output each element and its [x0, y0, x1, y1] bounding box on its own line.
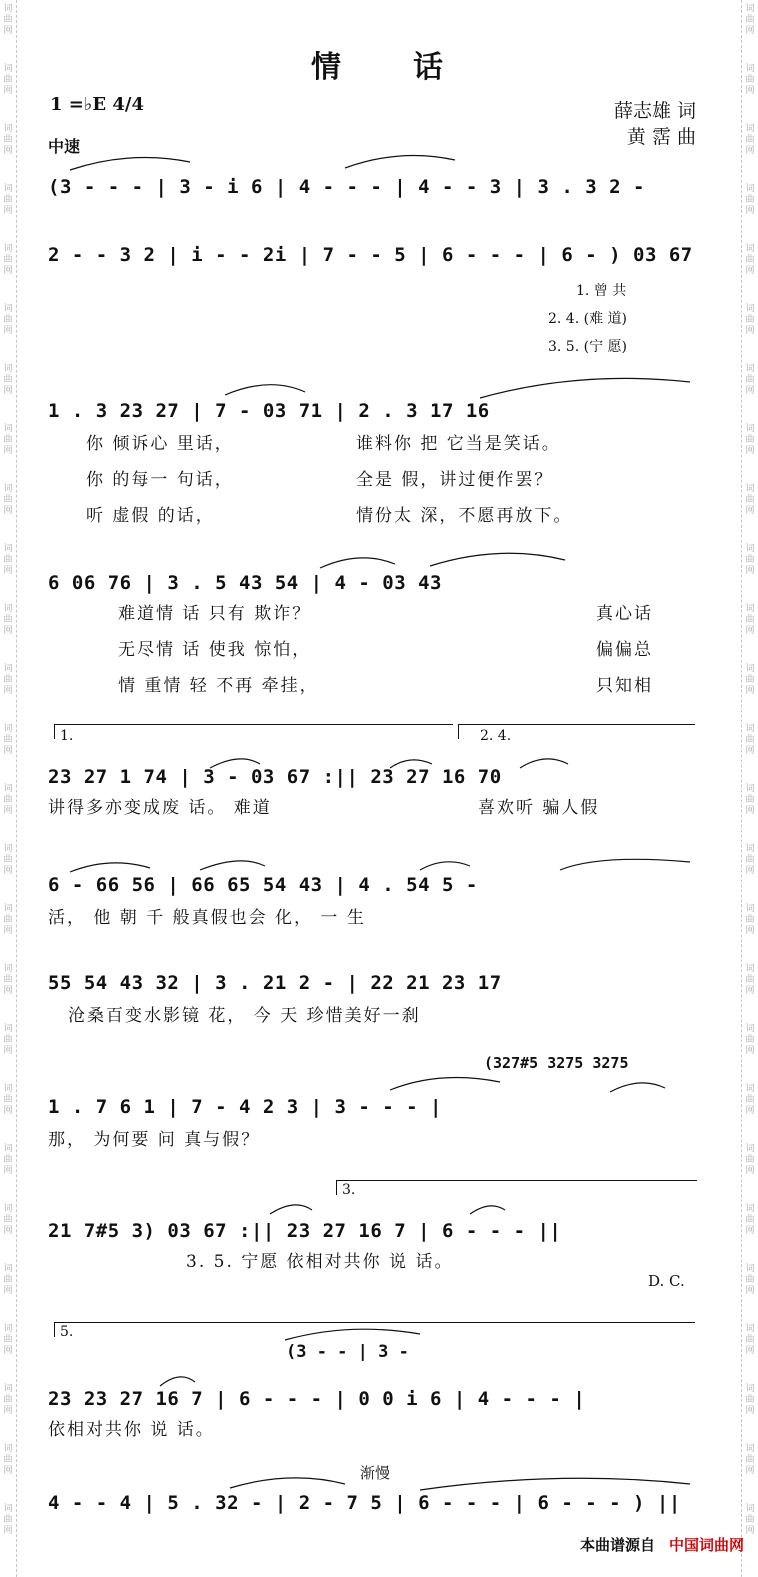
- song-title: 情 话: [311, 50, 447, 85]
- watermark-glyph-group: 词 曲 网: [3, 1204, 13, 1236]
- lyric-row-4-v3-b: 只知相: [596, 676, 653, 696]
- watermark-glyph-group: 词 曲 网: [3, 1384, 13, 1416]
- watermark-glyph-group: 词 曲 网: [745, 1204, 755, 1236]
- slur: [470, 1206, 505, 1214]
- lyric-row-6: 活， 他 朝 千 般真假也会 化， 一 生: [48, 908, 366, 928]
- slur: [225, 385, 305, 395]
- slur: [160, 1377, 195, 1386]
- verse-label-2: 2. 4. (难 道): [548, 311, 627, 327]
- watermark-glyph-group: 词 曲 网: [3, 184, 13, 216]
- watermark-glyph-group: 词 曲 网: [3, 1084, 13, 1116]
- slur: [210, 759, 260, 768]
- da-capo-marking: D. C.: [648, 1272, 685, 1290]
- lyric-row-3-v3-a: 听 虚假 的话，: [86, 506, 215, 526]
- score-row-11: 4 - - 4 | 5 . 32 - | 2 - 7 5 | 6 - - - | 6 - - - ) ||: [48, 1492, 681, 1514]
- slur: [390, 760, 432, 768]
- lyric-row-3-v2-a: 你 的每一 句话，: [86, 470, 234, 490]
- verse-label-3: 3. 5. (宁 愿): [548, 339, 627, 355]
- source-label: 本曲谱源自: [579, 1536, 655, 1554]
- watermark-glyph-group: 词 曲 网: [745, 124, 755, 156]
- watermark-glyph-group: 词 曲 网: [745, 64, 755, 96]
- watermark-glyph-group: 词 曲 网: [745, 1144, 755, 1176]
- slur: [610, 1083, 665, 1092]
- score-row-2: 2 - - 3 2 | i - - 2i | 7 - - 5 | 6 - - - | 6 - ) 03 67: [48, 244, 693, 266]
- watermark-glyph-group: 词 曲 网: [3, 1444, 13, 1476]
- watermark-glyph-group: 词 曲 网: [745, 364, 755, 396]
- watermark-glyph-group: 词 曲 网: [3, 424, 13, 456]
- lyric-row-5-b: 喜欢听 骗人假: [478, 798, 600, 818]
- score-row-7: 55 54 43 32 | 3 . 21 2 - | 22 21 23 17: [48, 972, 502, 994]
- watermark-glyph-group: 词 曲 网: [3, 664, 13, 696]
- tempo-marking: 中速: [48, 137, 81, 156]
- verse-label-1: 1. 曾 共: [576, 283, 627, 299]
- slur: [70, 863, 150, 872]
- lyric-row-7: 沧桑百变水影镜 花， 今 天 珍惜美好一刹: [68, 1006, 421, 1026]
- slur: [520, 759, 568, 768]
- watermark-glyph-group: 词 曲 网: [3, 844, 13, 876]
- lyric-row-3-v1-a: 你 倾诉心 里话，: [86, 434, 234, 454]
- score-row-9: 21 7#5 3) 03 67 :|| 23 27 16 7 | 6 - - - ||: [48, 1220, 562, 1242]
- slur: [480, 378, 690, 398]
- slur: [560, 859, 690, 870]
- lyric-row-10: 依相对共你 说 话。: [48, 1420, 215, 1440]
- watermark-glyph-group: 词 曲 网: [745, 724, 755, 756]
- watermark-glyph-group: 词 曲 网: [745, 544, 755, 576]
- lyric-row-4-v1-a: 难道情 话 只有 欺诈？: [118, 604, 312, 624]
- watermark-glyph-group: 词 曲 网: [745, 1324, 755, 1356]
- slur: [420, 862, 470, 870]
- watermark-glyph-group: 词 曲 网: [3, 364, 13, 396]
- slur: [390, 1078, 500, 1091]
- score-row-4: 6 06 76 | 3 . 5 43 54 | 4 - 03 43: [48, 572, 442, 594]
- watermark-glyph-group: 词 曲 网: [745, 244, 755, 276]
- slur: [420, 1478, 690, 1490]
- key-signature: 1 =♭E 4/4: [50, 94, 144, 115]
- watermark-glyph-group: 词 曲 网: [745, 424, 755, 456]
- slur: [320, 558, 395, 568]
- watermark-glyph-group: 词 曲 网: [745, 664, 755, 696]
- slur: [285, 1329, 420, 1340]
- lyric-row-3-v3-b: 情份太 深，不愿再放下。: [356, 506, 573, 526]
- watermark-glyph-group: 词 曲 网: [3, 304, 13, 336]
- watermark-glyph-group: 词 曲 网: [745, 1384, 755, 1416]
- lyric-row-4-v2-a: 无尽情 话 使我 惊怕，: [118, 640, 312, 660]
- volta-label-3: 3.: [342, 1182, 356, 1198]
- watermark-glyph-group: 词 曲 网: [3, 484, 13, 516]
- watermark-glyph-group: 词 曲 网: [745, 1444, 755, 1476]
- watermark-glyph-group: 词 曲 网: [745, 964, 755, 996]
- watermark-glyph-group: 词 曲 网: [745, 1264, 755, 1296]
- watermark-glyph-group: 词 曲 网: [3, 904, 13, 936]
- slur: [70, 158, 190, 171]
- slur: [430, 553, 565, 566]
- slur: [200, 861, 265, 870]
- watermark-glyph-group: 词 曲 网: [3, 64, 13, 96]
- score-row-8: 1 . 7 6 1 | 7 - 4 2 3 | 3 - - - |: [48, 1096, 442, 1118]
- volta-label-2-4: 2. 4.: [480, 728, 512, 744]
- composer-credit: 黄 霑 曲: [626, 126, 696, 148]
- lyric-row-3-v1-b: 谁料你 把 它当是笑话。: [356, 434, 561, 454]
- watermark-glyph-group: 词 曲 网: [745, 844, 755, 876]
- lyric-row-5-a: 讲得多亦变成废 话。 难道: [48, 798, 272, 818]
- lyric-row-8: 那， 为何要 问 真与假？: [48, 1130, 261, 1150]
- watermark-glyph-group: 词 曲 网: [745, 484, 755, 516]
- watermark-glyph-group: 词 曲 网: [745, 1084, 755, 1116]
- watermark-glyph-group: 词 曲 网: [3, 1324, 13, 1356]
- lyricist-credit: 薛志雄 词: [613, 100, 696, 122]
- score-row-6: 6 - 66 56 | 66 65 54 43 | 4 . 54 5 -: [48, 874, 478, 896]
- watermark-glyph-group: 词 曲 网: [745, 904, 755, 936]
- lyric-row-4-v2-b: 偏偏总: [596, 640, 653, 660]
- watermark-glyph-group: 词 曲 网: [3, 1264, 13, 1296]
- watermark-glyph-group: 词 曲 网: [745, 1024, 755, 1056]
- watermark-glyph-group: 词 曲 网: [3, 964, 13, 996]
- lyric-row-9: 3. 5. 宁愿 依相对共你 说 话。: [186, 1252, 454, 1272]
- watermark-glyph-group: 词 曲 网: [745, 4, 755, 36]
- auxiliary-notes-1: (327#5 3275 3275: [484, 1054, 629, 1072]
- watermark-glyph-group: 词 曲 网: [3, 4, 13, 36]
- auxiliary-notes-2: (3 - - | 3 -: [286, 1342, 409, 1362]
- volta-label-5: 5.: [60, 1324, 74, 1340]
- watermark-glyph-group: 词 曲 网: [745, 604, 755, 636]
- ritardando-marking: 渐慢: [360, 1464, 391, 1482]
- slur: [345, 156, 455, 169]
- score-row-1: (3 - - - | 3 - i 6 | 4 - - - | 4 - - 3 | 3 . 3 2 -: [48, 176, 645, 198]
- watermark-glyph-group: 词 曲 网: [745, 784, 755, 816]
- score-row-10: 23 23 27 16 7 | 6 - - - | 0 0 i 6 | 4 - - - |: [48, 1388, 586, 1410]
- watermark-glyph-group: 词 曲 网: [745, 304, 755, 336]
- slur: [270, 1205, 312, 1214]
- watermark-glyph-group: 词 曲 网: [3, 1144, 13, 1176]
- lyric-row-4-v3-a: 情 重情 轻 不再 牵挂，: [118, 676, 319, 696]
- slur: [230, 1478, 345, 1488]
- watermark-glyph-group: 词 曲 网: [3, 1024, 13, 1056]
- volta-label-1: 1.: [60, 728, 74, 744]
- watermark-glyph-group: 词 曲 网: [3, 544, 13, 576]
- watermark-glyph-group: 词 曲 网: [3, 124, 13, 156]
- lyric-row-3-v2-b: 全是 假，讲过便作罢？: [356, 470, 554, 490]
- lyric-row-4-v1-b: 真心话: [596, 604, 653, 624]
- score-row-5: 23 27 1 74 | 3 - 03 67 :|| 23 27 16 70: [48, 766, 502, 788]
- watermark-glyph-group: 词 曲 网: [3, 784, 13, 816]
- score-row-3: 1 . 3 23 27 | 7 - 03 71 | 2 . 3 17 16: [48, 400, 490, 422]
- watermark-glyph-group: 词 曲 网: [3, 244, 13, 276]
- source-site-link[interactable]: 中国词曲网: [668, 1536, 744, 1554]
- watermark-glyph-group: 词 曲 网: [3, 724, 13, 756]
- watermark-glyph-group: 词 曲 网: [3, 1504, 13, 1536]
- watermark-glyph-group: 词 曲 网: [745, 184, 755, 216]
- watermark-glyph-group: 词 曲 网: [3, 604, 13, 636]
- watermark-glyph-group: 词 曲 网: [745, 1504, 755, 1536]
